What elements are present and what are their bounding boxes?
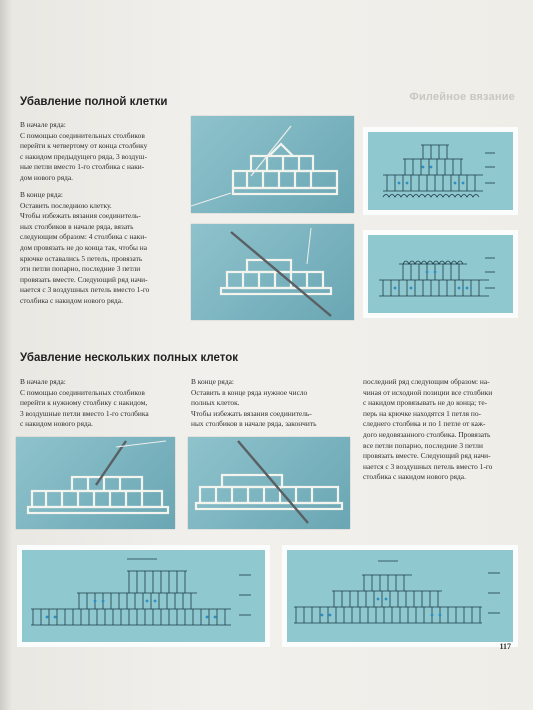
crochet-chart-drawing: [17, 545, 270, 647]
stitch-dot: [329, 614, 332, 617]
diagram-full-cell-end: [363, 230, 518, 318]
section-title-full-cell: Убавление полной клетки: [20, 96, 168, 108]
diagram-several-cells-end: [282, 545, 518, 647]
diagram-full-cell-start: [363, 127, 518, 215]
photo-crochet-several-start: [16, 437, 175, 529]
stitch-dot: [377, 598, 380, 601]
stitch-dot: [206, 616, 209, 619]
crochet-photo-drawing: [191, 116, 354, 213]
stitch-dot: [94, 600, 97, 603]
photo-crochet-start: [191, 116, 354, 213]
diagram-several-cells-start: [17, 545, 270, 647]
stitch-dot: [46, 616, 49, 619]
stitch-dot: [154, 600, 157, 603]
stitch-dot: [385, 598, 388, 601]
stitch-dot: [54, 616, 57, 619]
crochet-chart-drawing: [282, 545, 518, 647]
photo-crochet-end: [191, 224, 354, 320]
stitch-dot: [214, 616, 217, 619]
photo-crochet-several-end: [188, 437, 350, 529]
paragraph-row-start: В начале ряда: С помощью соединительных столбиков перейти к четвертому от конца столбику с накидом предыдущего ряда, 3 воздуш- ные петли вместо 1-го столбика с наки- дом нового ряда.: [20, 120, 148, 182]
stitch-dot: [439, 614, 442, 617]
stitch-dot: [102, 600, 105, 603]
paragraph-several-end: В конце ряда: Оставить в конце ряда нужное число полных клеток. Чтобы избежать вязания соединитель- ных столбиков в начале ряда, закончить: [191, 377, 317, 429]
stitch-dot: [146, 600, 149, 603]
crochet-photo-drawing: [16, 437, 175, 529]
crochet-chart-drawing: [363, 127, 518, 215]
crochet-photo-drawing: [191, 224, 354, 320]
crochet-photo-drawing: [188, 437, 350, 529]
stitch-dot: [431, 614, 434, 617]
paragraph-several-end-cont: последний ряд следующим образом: на- чиная от исходной позиции все столбики с накидом провязывать не до конца; те- перь на крючке находятся 1 петля по- следнего столбика и по 1 петле от каж- дого недовязанного столбика. Провязать все петли попарно, последние 3 петли провязать вместе. Следующий ряд начи- нается с 3 воздушных петель вместо 1-го столбика с накидом нового ряда.: [363, 377, 493, 482]
page-gutter-shadow: [0, 0, 12, 710]
section-title-several-cells: Убавление нескольких полных клеток: [20, 352, 239, 364]
running-header: Филейное вязание: [409, 91, 515, 103]
paragraph-several-start: В начале ряда: С помощью соединительных столбиков перейти к нужному столбику с накидом, 3 воздушные петли вместо 1-го столбика с накидом нового ряда.: [20, 377, 149, 429]
page-number: 117: [499, 642, 511, 651]
crochet-chart-drawing: [363, 230, 518, 318]
stitch-dot: [321, 614, 324, 617]
paragraph-row-end: В конце ряда: Оставить последнюю клетку. Чтобы избежать вязания соединитель- ных столбиков в начале ряда, вязать следующим образом: 4 столбика с наки- дом провязать не до конца так, чтобы на крючке оставались 5 петель, провязать эти петли попарно, последние 3 петли провязать вместе. Следующий ряд начи- нается с 3 воздушных петель вместо 1-го столбика с накидом нового ряда.: [20, 190, 150, 305]
